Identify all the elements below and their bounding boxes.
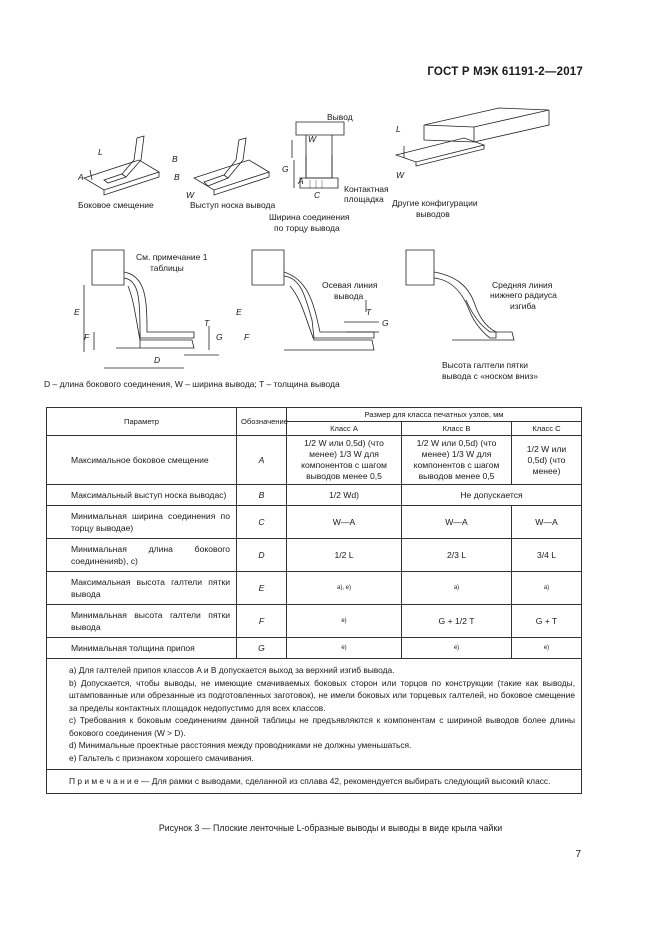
footnote: d) Минимальные проектные расстояния между проводниками не должны уменьшаться.	[69, 740, 412, 750]
figure-caption: Рисунок 3 — Плоские ленточные L-образные выводы и выводы в виде крыла чайки	[158, 823, 503, 833]
svg-text:T: T	[366, 307, 372, 317]
svg-text:L: L	[98, 147, 103, 157]
table-row: Минимальная длина бокового соединенияb), c) D 1/2 L 2/3 L 3/4 L	[47, 539, 582, 572]
svg-text:F: F	[244, 332, 250, 342]
svg-text:L: L	[396, 124, 401, 134]
table-row: Максимальный выступ носка выводаc) B 1/2 Wd) Не допускается	[47, 485, 582, 506]
header-class-b: Класс B	[402, 422, 512, 436]
svg-text:T: T	[204, 318, 210, 328]
footnotes	[47, 659, 582, 770]
label-bend-2: нижнего радиуса	[490, 290, 557, 300]
label-side-overhang: Боковое смещение	[78, 200, 154, 210]
label-end-joint-2: по торцу вывода	[274, 223, 340, 233]
svg-text:B: B	[174, 172, 180, 182]
svg-text:A: A	[78, 172, 84, 182]
label-bend-1: Средняя линия	[492, 280, 553, 290]
svg-text:D: D	[154, 355, 161, 365]
svg-text:W: W	[308, 134, 317, 144]
footnote: e) Гальтель с признаком хорошего смачивания.	[69, 752, 254, 763]
svg-text:G: G	[382, 318, 389, 328]
lead-diagram-figure	[44, 100, 604, 400]
table-row: Максимальная высота галтели пятки вывода E a), e) a) a)	[47, 572, 582, 605]
table-row: Максимальное боковое смещение A 1/2 W или 0,5d) (что менее) 1/3 W для компонентов с шагом выводов менее 0,5 1/2 W или 0,5d) (что менее) 1/3 W для компонентов с шагом выводов менее 0,5 1/2 W или 0,5d) (что менее)	[47, 436, 582, 485]
label-heel-2: вывода с «носком вниз»	[442, 371, 538, 381]
label-heel-1: Высота галтели пятки	[442, 360, 529, 370]
legend-text: D – длина бокового соединения, W – ширина вывода; T – толщина вывода	[44, 379, 340, 389]
label-other-configs-2: выводов	[416, 209, 450, 219]
label-end-joint-1: Ширина соединения	[269, 212, 350, 222]
svg-text:F: F	[84, 332, 90, 342]
label-centerline-1: Осевая линия	[322, 280, 378, 290]
svg-text:A: A	[298, 176, 304, 186]
header-class-c: Класс C	[512, 422, 582, 436]
label-see-note-1: См. примечание 1	[136, 252, 208, 262]
svg-text:E: E	[74, 307, 80, 317]
footnote: a) Для галтелей припоя классов A и B допускается выход за верхний изгиб вывода.	[69, 665, 395, 675]
label-contact-pad-2: площадка	[344, 194, 384, 204]
svg-text:B: B	[172, 154, 178, 164]
svg-text:G: G	[282, 164, 289, 174]
table-note: П р и м е ч а н и е — Для рамки с выводами, сделанной из сплава 42, рекомендуется выбирать следующий высокий класс.	[47, 770, 582, 794]
label-contact-pad-1: Контактная	[344, 184, 389, 194]
label-bend-3: изгиба	[510, 301, 536, 311]
label-centerline-2: вывода	[334, 291, 364, 301]
solder-joint-table	[46, 407, 582, 794]
table-row: Минимальная ширина соединения по торцу выводаe) C W—A W—A W—A	[47, 506, 582, 539]
header-sym: Обозначение	[237, 408, 287, 436]
svg-text:C: C	[314, 190, 321, 200]
document-header: ГОСТ Р МЭК 61191-2—2017	[427, 66, 583, 78]
header-param: Параметр	[47, 408, 237, 436]
label-lead: Вывод	[327, 112, 353, 122]
svg-text:W: W	[396, 170, 405, 180]
table-row: Минимальная высота галтели пятки вывода F e) G + 1/2 T G + T	[47, 605, 582, 638]
label-see-note-2: таблицы	[150, 263, 184, 273]
lead-diagram-svg	[44, 100, 604, 400]
header-class-a: Класс A	[287, 422, 402, 436]
page-number: 7	[575, 849, 581, 860]
footnote: c) Требования к боковым соединениям данной таблицы не предъявляются к компонентам с шириной выводов более длины бокового соединения (W > D).	[69, 715, 576, 738]
table-row: Минимальная толщина припоя G e) e) e)	[47, 638, 582, 659]
label-other-configs-1: Другие конфигурации	[392, 198, 478, 208]
label-toe-overhang: Выступ носка вывода	[190, 200, 276, 210]
header-size: Размер для класса печатных узлов, мм	[287, 408, 582, 422]
svg-text:E: E	[236, 307, 242, 317]
svg-text:W: W	[186, 190, 195, 200]
footnote: b) Допускается, чтобы выводы, не имеющие смачиваемых боковых сторон или торцов по конструкции (такие как выводы, штампованные или обрезанные из подготовленных заготовок), не имели боковых или торцевых галтелей, но боковое смещение за пределы контактных площадок недопустимо для всех классов.	[69, 677, 576, 713]
svg-text:G: G	[216, 332, 223, 342]
